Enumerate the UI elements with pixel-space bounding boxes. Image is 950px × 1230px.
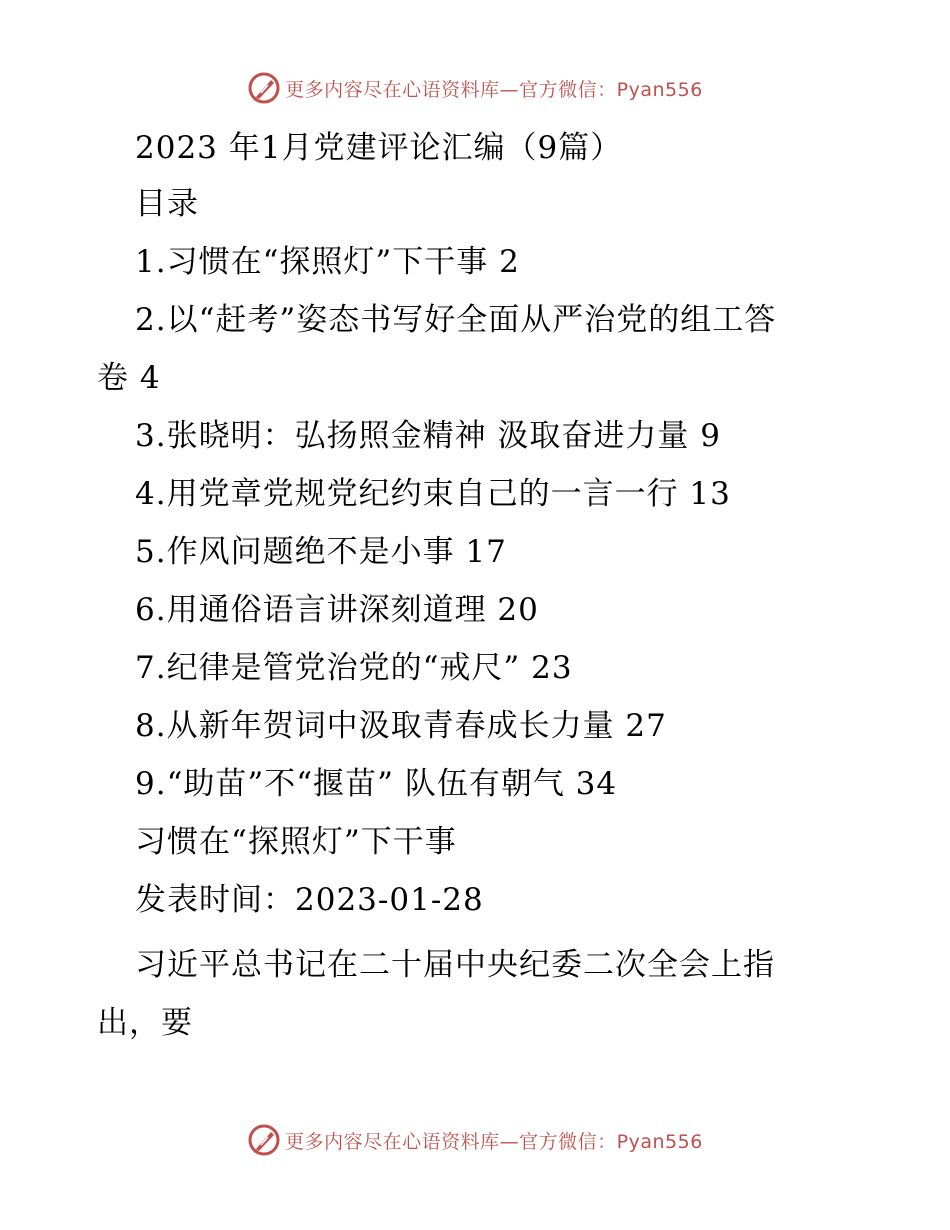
document-title: 2023 年1月党建评论汇编（9篇） — [135, 130, 623, 166]
toc-item: 4.用党章党规党纪约束自己的一言一行 13 — [135, 476, 731, 512]
quill-pen-logo-icon — [247, 71, 281, 105]
publish-date: 发表时间：2023-01-28 — [135, 882, 484, 918]
article-title: 习惯在“探照灯”下干事 — [135, 824, 457, 860]
toc-heading: 目录 — [135, 186, 199, 222]
banner-text: 更多内容尽在心语资料库—官方微信：Pyan556 — [285, 78, 703, 101]
body-paragraph-line: 习近平总书记在二十届中央纪委二次全会上指 — [135, 947, 775, 983]
toc-item: 1.习惯在“探照灯”下干事 2 — [135, 244, 520, 280]
header-banner — [0, 68, 950, 108]
toc-item: 9.“助苗”不“揠苗” 队伍有朝气 34 — [135, 766, 618, 802]
toc-item: 8.从新年贺词中汲取青春成长力量 27 — [135, 708, 667, 744]
toc-item: 3.张晓明：弘扬照金精神 汲取奋进力量 9 — [135, 418, 722, 454]
toc-item: 7.纪律是管党治党的“戒尺” 23 — [135, 650, 573, 686]
footer-banner — [0, 1120, 950, 1160]
toc-item: 6.用通俗语言讲深刻道理 20 — [135, 592, 539, 628]
toc-item-continuation: 卷 4 — [97, 360, 161, 396]
toc-item: 5.作风问题绝不是小事 17 — [135, 534, 507, 570]
body-paragraph-line: 出，要 — [97, 1005, 193, 1041]
banner-text: 更多内容尽在心语资料库—官方微信：Pyan556 — [285, 1130, 703, 1153]
quill-pen-logo-icon — [247, 1123, 281, 1157]
toc-item: 2.以“赶考”姿态书写好全面从严治党的组工答 — [135, 302, 777, 338]
